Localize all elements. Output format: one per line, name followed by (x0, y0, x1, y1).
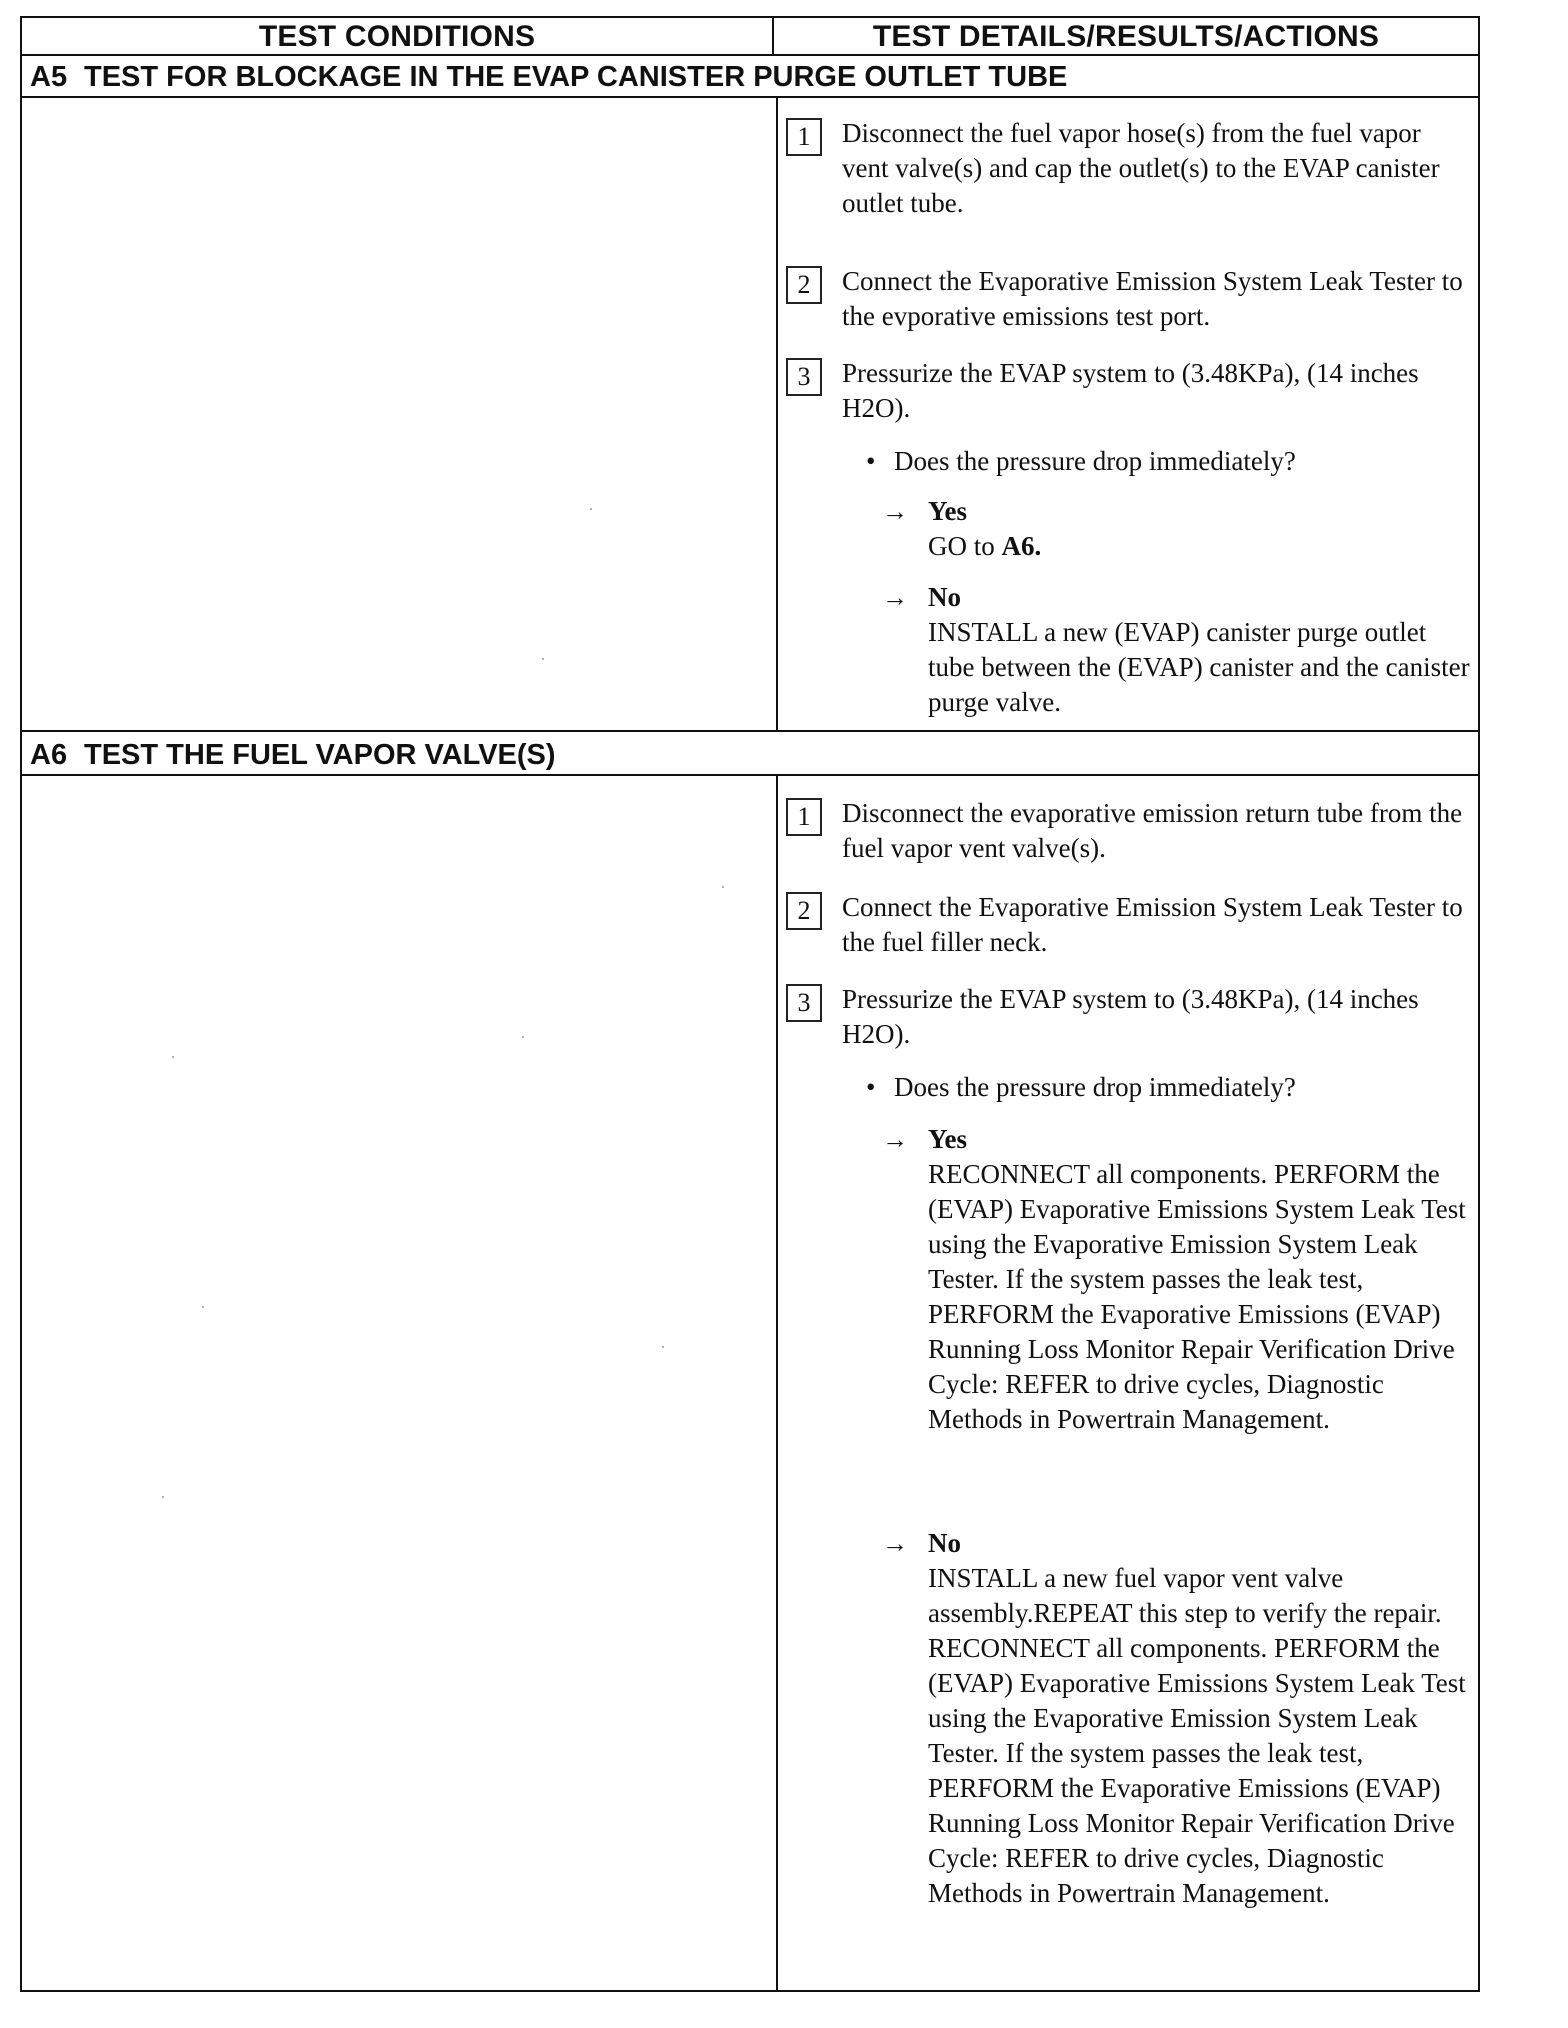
scan-speck (162, 1496, 164, 1498)
step-number-box: 3 (786, 984, 822, 1022)
test-details-cell (778, 98, 1478, 730)
table-header (22, 18, 1478, 56)
result-label: Yes (928, 1124, 967, 1154)
step-item (786, 890, 1468, 960)
result-no (882, 580, 1472, 720)
section-a6-title (22, 732, 1478, 776)
bullet-icon: • (866, 1072, 876, 1102)
step-item (786, 116, 1468, 221)
test-procedure-table (20, 16, 1480, 1992)
scan-speck (590, 508, 592, 510)
scan-speck (522, 1036, 524, 1038)
result-label: Yes (928, 496, 967, 526)
step-number-box: 2 (786, 892, 822, 930)
arrow-right-icon: → (882, 1529, 908, 1558)
step-text: Pressurize the EVAP system to (3.48KPa), (14 inches H2O). (842, 984, 1419, 1049)
arrow-right-icon: → (882, 1125, 908, 1154)
question-item (866, 444, 1468, 479)
bullet-icon: • (866, 446, 876, 476)
step-number-box: 1 (786, 798, 822, 836)
step-text: Connect the Evaporative Emission System Leak Tester to the evporative emissions test port. (842, 266, 1463, 331)
section-title-text: TEST THE FUEL VAPOR VALVE(S) (84, 739, 556, 771)
step-text: Disconnect the evaporative emission return tube from the fuel vapor vent valve(s). (842, 798, 1463, 863)
step-number-box: 1 (786, 118, 822, 156)
test-conditions-cell (22, 776, 778, 1990)
question-item (866, 1070, 1468, 1105)
scan-speck (662, 1346, 664, 1348)
arrow-right-icon: → (882, 497, 908, 526)
header-test-conditions: TEST CONDITIONS (22, 18, 774, 54)
question-text: Does the pressure drop immediately? (894, 1072, 1296, 1102)
result-text-prefix: GO to (928, 531, 1002, 561)
result-text (928, 529, 1472, 564)
header-test-details: TEST DETAILS/RESULTS/ACTIONS (872, 20, 1380, 53)
result-text: INSTALL a new (EVAP) canister purge outlet tube between the (EVAP) canister and the canister purge valve. (928, 617, 1470, 717)
step-text: Disconnect the fuel vapor hose(s) from the fuel vapor vent valve(s) and cap the outlet(s) to the EVAP canister outlet tube. (842, 118, 1440, 218)
section-a6-body (22, 776, 1478, 1990)
result-no (882, 1526, 1472, 1911)
scan-speck (172, 1056, 174, 1058)
step-text: Pressurize the EVAP system to (3.48KPa), (14 inches H2O). (842, 358, 1419, 423)
scan-speck (722, 886, 724, 888)
section-title-text: TEST FOR BLOCKAGE IN THE EVAP CANISTER PURGE OUTLET TUBE (84, 61, 1068, 93)
section-a5-title (22, 54, 1478, 98)
result-text: RECONNECT all components. PERFORM the (EVAP) Evaporative Emissions System Leak Test using the Evaporative Emission System Leak Tester. If the system passes the leak test, PERFORM the Evaporative Emissions (EVAP) Running Loss Monitor Repair Verification Drive Cycle: REFER to drive cycles, Diagnostic Methods in Powertrain Management. (928, 1159, 1466, 1434)
section-code: A6 (30, 739, 68, 771)
section-code: A5 (30, 61, 68, 93)
test-conditions-cell (22, 98, 778, 730)
step-item (786, 264, 1468, 334)
step-item (786, 796, 1468, 866)
result-label: No (928, 1528, 961, 1558)
test-details-cell (778, 776, 1478, 1990)
step-number-box: 2 (786, 266, 822, 304)
scan-speck (202, 1306, 204, 1308)
step-item (786, 356, 1468, 426)
step-item (786, 982, 1468, 1052)
question-text: Does the pressure drop immediately? (894, 446, 1296, 476)
step-text: Connect the Evaporative Emission System Leak Tester to the fuel filler neck. (842, 892, 1463, 957)
result-text: INSTALL a new fuel vapor vent valve assembly.REPEAT this step to verify the repair. RECONNECT all components. PERFORM the (EVAP) Evaporative Emissions System Leak Test using the Evaporative Emission System Leak Tester. If the system passes the leak test, PERFORM the Evaporative Emissions (EVAP) Running Loss Monitor Repair Verification Drive Cycle: REFER to drive cycles, Diagnostic Methods in Powertrain Management. (928, 1563, 1466, 1908)
result-yes (882, 1122, 1472, 1437)
result-target-link: A6. (1001, 531, 1042, 561)
scan-speck (542, 658, 544, 660)
arrow-right-icon: → (882, 583, 908, 612)
result-yes (882, 494, 1472, 564)
section-a5-body (22, 98, 1478, 732)
result-label: No (928, 582, 961, 612)
step-number-box: 3 (786, 358, 822, 396)
